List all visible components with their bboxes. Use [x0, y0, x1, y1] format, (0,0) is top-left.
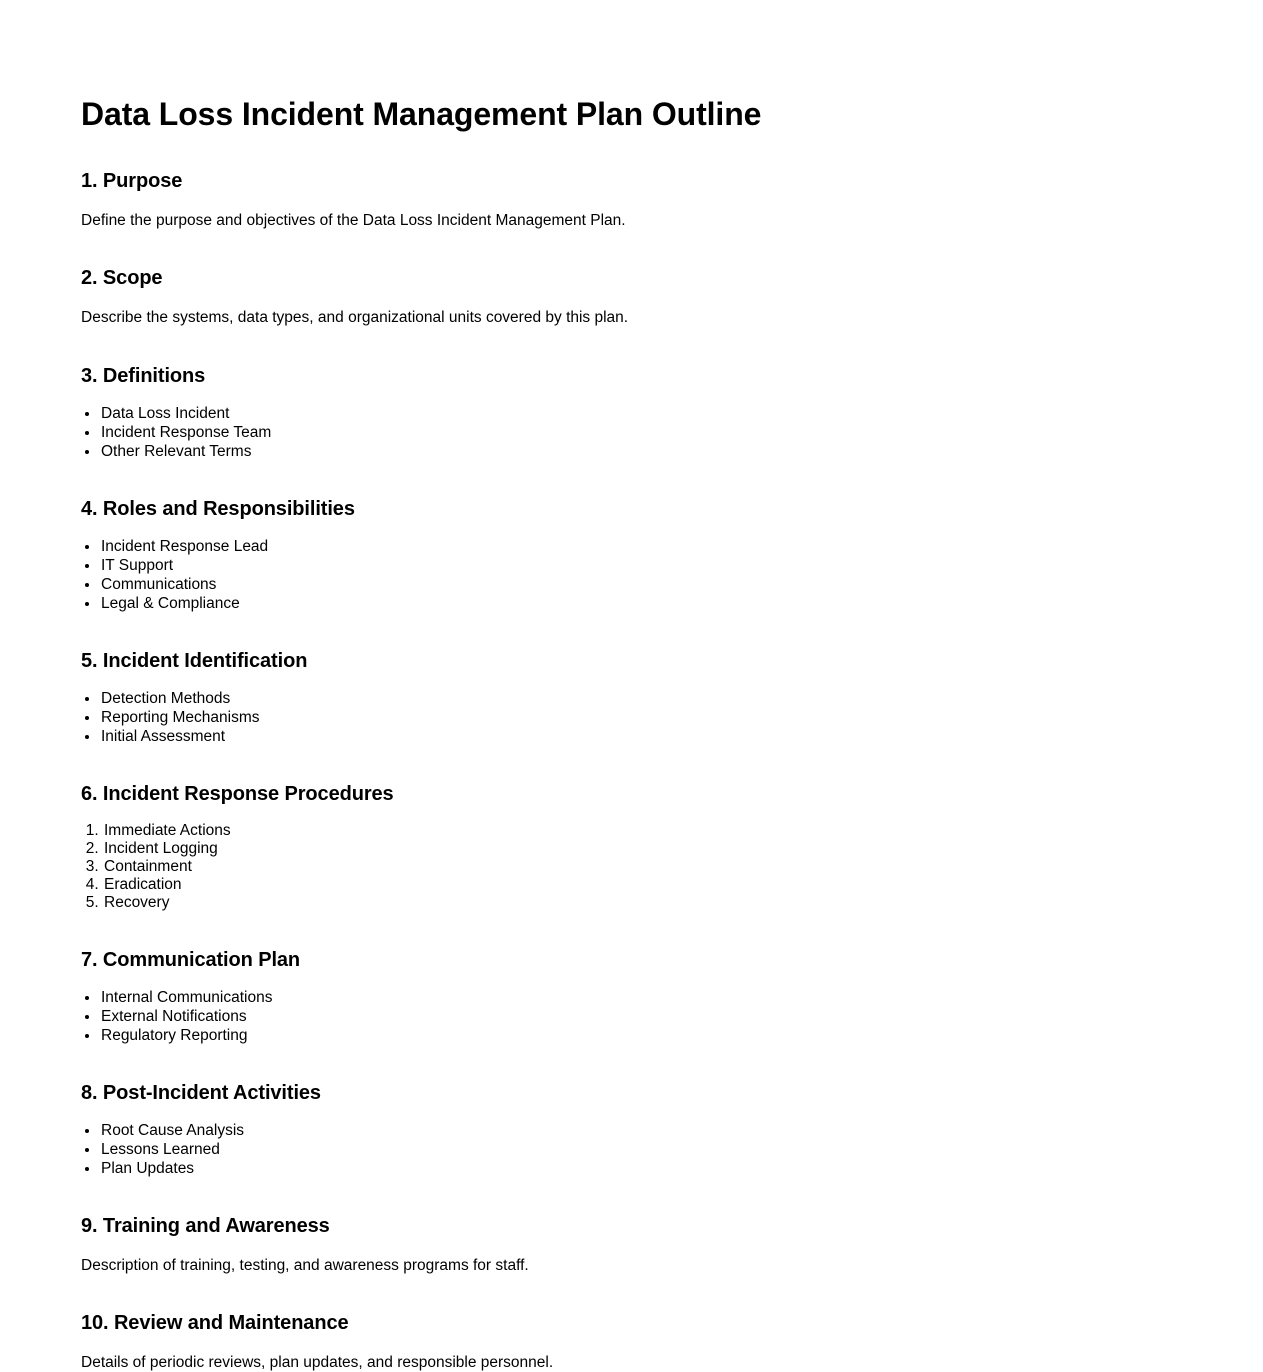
list-item: • Lessons Learned	[100, 1140, 1183, 1159]
list-item: • Communications	[100, 575, 1183, 594]
section-incident-identification	[81, 649, 1183, 746]
section-heading-roles-and-responsibilities: 4. Roles and Responsibilities	[81, 497, 355, 520]
section-heading-review-and-maintenance: 10. Review and Maintenance	[81, 1311, 349, 1334]
section-list-communication-plan	[81, 988, 1183, 1045]
list-item: • Incident Response Team	[100, 423, 1183, 442]
section-heading-definitions: 3. Definitions	[81, 364, 206, 387]
section-review-and-maintenance	[81, 1311, 1183, 1372]
list-item: • Internal Communications	[100, 988, 1183, 1007]
list-item: • Legal & Compliance	[100, 594, 1183, 613]
section-list-post-incident-activities	[81, 1121, 1183, 1178]
list-item: 4. Eradication	[103, 876, 1183, 894]
section-heading-post-incident-activities: 8. Post-Incident Activities	[81, 1081, 321, 1104]
list-item: 2. Incident Logging	[103, 840, 1183, 858]
section-purpose	[81, 169, 1183, 230]
list-item: 3. Containment	[103, 858, 1183, 876]
section-paragraph-training-and-awareness: Description of training, testing, and awareness programs for staff.	[81, 1256, 529, 1274]
list-item: 5. Recovery	[103, 894, 1183, 912]
page-title: Data Loss Incident Management Plan Outline	[81, 96, 762, 132]
list-item: • External Notifications	[100, 1007, 1183, 1026]
list-item: • Other Relevant Terms	[100, 442, 1183, 461]
section-list-incident-response-procedures	[81, 822, 1183, 912]
section-heading-incident-identification: 5. Incident Identification	[81, 649, 308, 672]
list-item: • Initial Assessment	[100, 727, 1183, 746]
list-item: • Root Cause Analysis	[100, 1121, 1183, 1140]
section-heading-training-and-awareness: 9. Training and Awareness	[81, 1214, 330, 1237]
list-item: • IT Support	[100, 556, 1183, 575]
section-scope	[81, 266, 1183, 327]
section-post-incident-activities	[81, 1081, 1183, 1178]
section-paragraph-purpose: Define the purpose and objectives of the Data Loss Incident Management Plan.	[81, 211, 626, 229]
list-item: • Incident Response Lead	[100, 537, 1183, 556]
section-heading-purpose: 1. Purpose	[81, 169, 183, 192]
section-paragraph-review-and-maintenance: Details of periodic reviews, plan updates, and responsible personnel.	[81, 1353, 554, 1371]
section-heading-incident-response-procedures: 6. Incident Response Procedures	[81, 782, 394, 805]
list-item: • Detection Methods	[100, 689, 1183, 708]
list-item: • Regulatory Reporting	[100, 1026, 1183, 1045]
section-training-and-awareness	[81, 1214, 1183, 1275]
section-definitions	[81, 364, 1183, 461]
list-item: • Plan Updates	[100, 1159, 1183, 1178]
list-item: • Reporting Mechanisms	[100, 708, 1183, 727]
section-list-roles-and-responsibilities	[81, 537, 1183, 613]
section-paragraph-scope: Describe the systems, data types, and organizational units covered by this plan.	[81, 309, 629, 327]
section-heading-communication-plan: 7. Communication Plan	[81, 948, 301, 971]
section-communication-plan	[81, 948, 1183, 1045]
list-item: • Data Loss Incident	[100, 404, 1183, 423]
list-item: 1. Immediate Actions	[103, 822, 1183, 840]
section-list-definitions	[81, 404, 1183, 461]
section-list-incident-identification	[81, 689, 1183, 746]
section-incident-response-procedures	[81, 782, 1183, 912]
section-heading-scope: 2. Scope	[81, 267, 163, 290]
section-roles-and-responsibilities	[81, 497, 1183, 613]
